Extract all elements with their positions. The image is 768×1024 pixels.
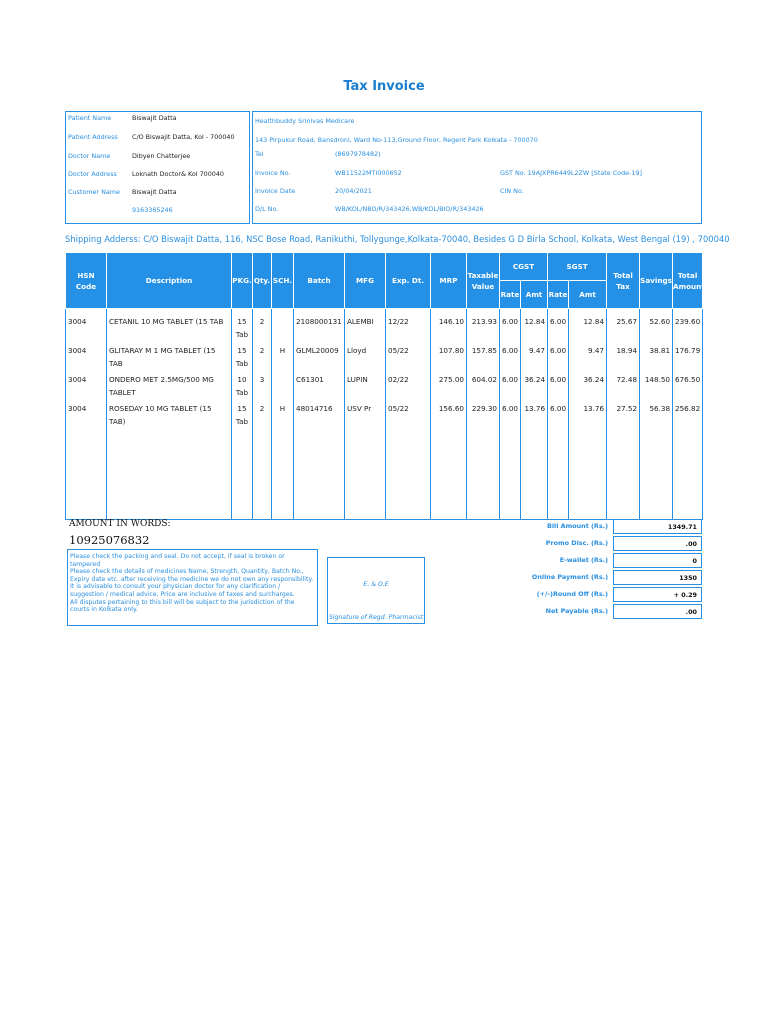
dl-label: D/L No. [255,205,279,213]
table-row [66,372,703,401]
table-body [66,309,703,520]
cell-mfg: Lloyd [345,343,386,372]
summary-value: 1350 [613,570,702,585]
cell-batch: GLML20009 [294,343,345,372]
cell-pkg: 10 Tab [232,372,253,401]
cell-taxable: 229.30 [467,401,500,430]
cell-sgst-rate: 6.00 [548,401,569,430]
cell-total-tax: 18.94 [607,343,640,372]
store-address: 143 Pirpukur Road, Bansdroni, Ward No-113,Ground Floor, Regent Park Kolkata - 700070 [255,136,538,144]
cell-mrp: 107.80 [431,343,467,372]
cell-total: 176.79 [673,343,703,372]
empty-cell [272,430,294,520]
customer-name-value: Biswajit Datta [132,188,177,196]
col-taxable: Taxable Value [467,253,500,309]
summary-label: (+/-)Round Off (Rs.) [536,590,608,598]
table-row [66,401,703,430]
col-sgst-rate: Rate [548,281,569,309]
cell-sgst-amt: 13.76 [569,401,607,430]
cell-qty: 3 [253,372,272,401]
col-total-amount: Total Amount [673,253,703,309]
store-name: Healthbuddy Srinivas Medicare [255,117,355,125]
cell-hsn: 3004 [66,343,107,372]
cell-taxable: 604.02 [467,372,500,401]
cell-total: 676.50 [673,372,703,401]
col-cgst: CGST [500,253,548,281]
cell-description: ROSEDAY 10 MG TABLET (15 TAB) [107,401,232,430]
cell-pkg: 15 Tab [232,401,253,430]
note-4: All disputes pertaining to this bill will be subject to the jurisdiction of the courts in Kolkata only. [70,598,295,614]
cell-exp: 12/22 [386,309,431,344]
cell-sgst-rate: 6.00 [548,372,569,401]
col-exp: Exp. Dt. [386,253,431,309]
signature-box [327,557,425,624]
shipping-address: Shipping Adderss: C/O Biswajit Datta, 116, NSC Bose Road, Ranikuthi, Tollygunge,Kolkata-70040, Besides G D Birla School, Kolkata, West Bengal (19) , 700040 [65,234,730,244]
col-sgst: SGST [548,253,607,281]
tel-label: Tel [255,150,264,158]
cell-hsn: 3004 [66,372,107,401]
patient-name-label: Patient Name [68,114,112,122]
invoice-date-label: Invoice Date [255,187,296,195]
table-row [66,343,703,372]
doctor-address-label: Doctor Address [68,170,117,178]
cell-mfg: LUPIN [345,372,386,401]
invoice-title: Tax Invoice [343,79,425,94]
note-3: It is advisable to consult your physician doctor for any clarification / suggestion / medical advice. Price are inclusive of taxes and surcharges. [70,583,295,598]
cell-sgst-amt: 12.84 [569,309,607,344]
empty-cell [107,430,232,520]
empty-cell [673,430,703,520]
summary-label: Net Payable (Rs.) [545,607,608,615]
doctor-address-value: Loknath Doctor& Kol 700040 [132,170,224,178]
empty-cell [569,430,607,520]
col-qty: Qty. [253,253,272,309]
cell-pkg: 15 Tab [232,343,253,372]
cin-label: CIN No. [500,187,524,195]
patient-address-value: C/O Biswajit Datta, Kol - 700040 [132,133,235,141]
empty-cell [232,430,253,520]
signature-label: Signature of Regd. Pharmacist [328,614,424,621]
note-2: Please check the details of medicines Name, Strength, Quantity, Batch No., Expiry date etc. after receiving the medicine we do not own any responsibility. [70,568,314,583]
eoe-text: E. & O.E [363,581,389,588]
gst-number: GST No. 19AJXPR6449L2ZW [State Code-19] [500,169,642,177]
cell-description: CETANIL 10 MG TABLET (15 TAB [107,309,232,344]
empty-cell [467,430,500,520]
cell-description: ONDERO MET 2.5MG/500 MG TABLET [107,372,232,401]
cell-taxable: 213.93 [467,309,500,344]
summary-label: Online Payment (Rs.) [531,573,608,581]
col-sgst-amt: Amt [569,281,607,309]
note-1: Please check the packing and seal. Do not accept, if seal is broken or tampered [70,553,285,568]
cell-cgst-rate: 6.00 [500,372,521,401]
empty-cell [500,430,521,520]
cell-batch: 2108000131 [294,309,345,344]
cell-sgst-rate: 6.00 [548,343,569,372]
table-row [66,309,703,344]
cell-qty: 2 [253,401,272,430]
empty-cell [521,430,548,520]
cell-mrp: 146.10 [431,309,467,344]
customer-name-label: Customer Name [68,188,120,196]
col-pkg: PKG. [232,253,253,309]
empty-cell [66,430,107,520]
col-total-tax: Total Tax [607,253,640,309]
cell-cgst-rate: 6.00 [500,343,521,372]
customer-phone: 9163365246 [132,206,173,214]
cell-exp: 02/22 [386,372,431,401]
col-savings: Savings [640,253,673,309]
empty-cell [253,430,272,520]
cell-sch [272,309,294,344]
doctor-name-value: Dibyen Chatterjee [132,152,191,160]
col-mfg: MFG [345,253,386,309]
empty-cell [386,430,431,520]
cell-savings: 52.60 [640,309,673,344]
patient-address-label: Patient Address [68,133,118,141]
cell-savings: 38.81 [640,343,673,372]
cell-batch: C61301 [294,372,345,401]
cell-total: 239.60 [673,309,703,344]
cell-total: 256.82 [673,401,703,430]
cell-batch: 48014716 [294,401,345,430]
cell-sch: H [272,343,294,372]
col-description: Description [107,253,232,309]
cell-sgst-rate: 6.00 [548,309,569,344]
cell-mrp: 156.60 [431,401,467,430]
cell-cgst-amt: 9.47 [521,343,548,372]
cell-total-tax: 72.48 [607,372,640,401]
summary-value: .00 [613,536,702,551]
cell-savings: 56.38 [640,401,673,430]
cell-mfg: ALEMBI [345,309,386,344]
items-table [65,252,703,520]
invoice-no-value: WB11522MTI000652 [335,169,402,177]
col-sch: SCH. [272,253,294,309]
col-cgst-rate: Rate [500,281,521,309]
doctor-name-label: Doctor Name [68,152,111,160]
summary-value: .00 [613,604,702,619]
empty-cell [431,430,467,520]
cell-mfg: USV Pr [345,401,386,430]
summary-value: 1349.71 [613,519,702,534]
cell-cgst-amt: 13.76 [521,401,548,430]
cell-exp: 05/22 [386,401,431,430]
cell-sgst-amt: 9.47 [569,343,607,372]
tel-value: (8697978482) [335,150,381,158]
col-batch: Batch [294,253,345,309]
cell-qty: 2 [253,309,272,344]
patient-name-value: Biswajit Datta [132,114,177,122]
invoice-date-value: 20/04/2021 [335,187,372,195]
summary-label: E-wallet (Rs.) [559,556,608,564]
empty-cell [345,430,386,520]
cell-taxable: 157.85 [467,343,500,372]
empty-cell [640,430,673,520]
cell-qty: 2 [253,343,272,372]
cell-exp: 05/22 [386,343,431,372]
col-hsn: HSN Code [66,253,107,309]
amount-in-words-label: AMOUNT IN WORDS: [69,519,171,529]
dl-value: WB/KOL/NBO/R/343426,WB/KOL/BIO/R/343426 [335,205,484,213]
summary-label: Promo Disc. (Rs.) [545,539,608,547]
col-mrp: MRP [431,253,467,309]
cell-total-tax: 27.52 [607,401,640,430]
cell-cgst-amt: 36.24 [521,372,548,401]
amount-in-words-value: 10925076832 [69,533,150,547]
cell-cgst-rate: 6.00 [500,401,521,430]
cell-hsn: 3004 [66,401,107,430]
cell-sch [272,372,294,401]
invoice-no-label: Invoice No. [255,169,291,177]
cell-savings: 148.50 [640,372,673,401]
summary-value: 0 [613,553,702,568]
empty-cell [548,430,569,520]
cell-pkg: 15 Tab [232,309,253,344]
cell-hsn: 3004 [66,309,107,344]
table-header [66,253,703,309]
table-filler [66,430,703,520]
cell-mrp: 275.00 [431,372,467,401]
summary-value: + 0.29 [613,587,702,602]
cell-total-tax: 25.67 [607,309,640,344]
summary-label: Bill Amount (Rs.) [546,522,608,530]
cell-sch: H [272,401,294,430]
cell-cgst-rate: 6.00 [500,309,521,344]
cell-description: GLITARAY M 1 MG TABLET (15 TAB [107,343,232,372]
terms-notes [67,549,318,626]
col-cgst-amt: Amt [521,281,548,309]
empty-cell [294,430,345,520]
cell-cgst-amt: 12.84 [521,309,548,344]
empty-cell [607,430,640,520]
cell-sgst-amt: 36.24 [569,372,607,401]
